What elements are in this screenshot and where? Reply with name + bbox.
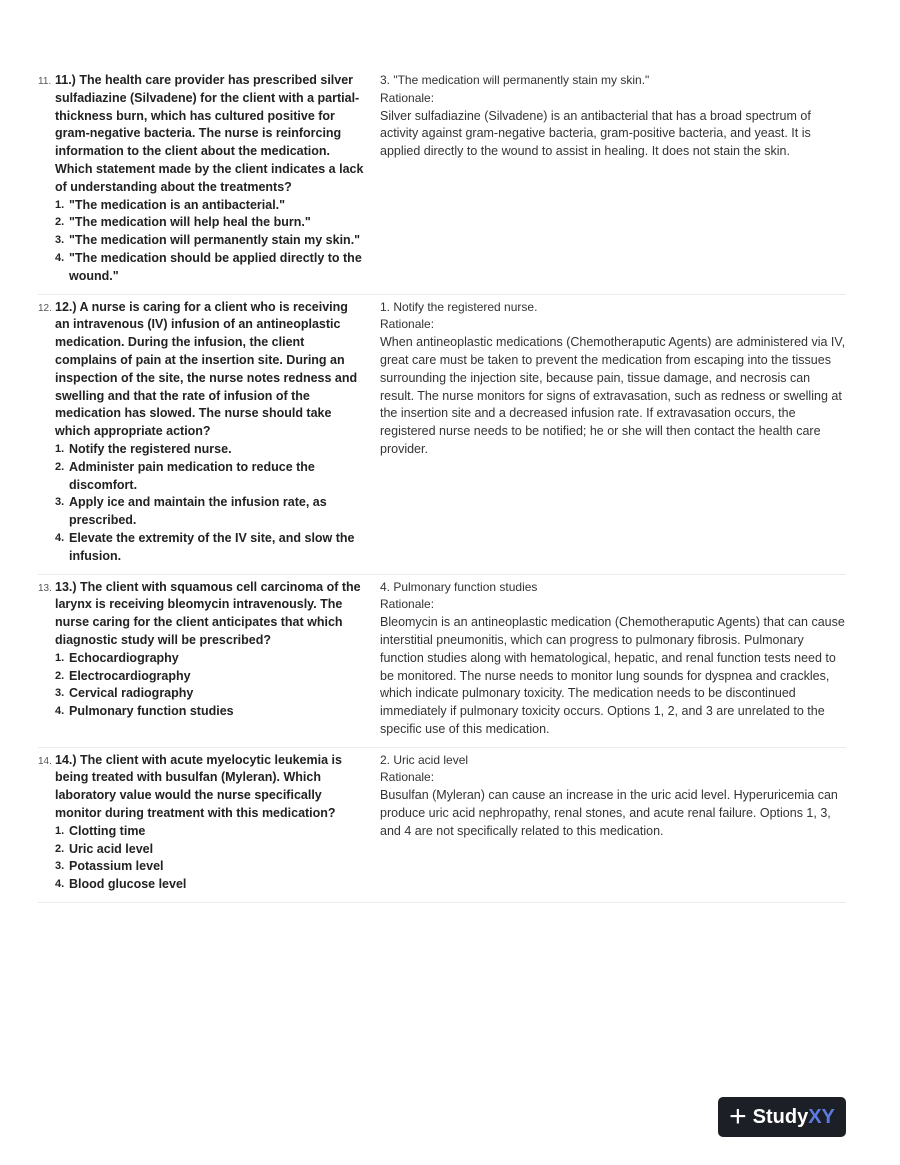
option-number: 4. — [55, 251, 65, 264]
option-text: Cervical radiography — [69, 686, 194, 701]
answer-cell — [380, 579, 846, 739]
question-text: 11.) The health care provider has prescribed silver sulfadiazine (Silvadene) for the client with a partial-thickness burn, which has cultured positive for gram-negative bacteria. The nurse is reinforcing information to the client about the medication. Which statement made by the client indicates a lack of understanding about the treatments? — [55, 73, 364, 194]
option-text: "The medication will help heal the burn." — [69, 215, 311, 230]
option — [55, 197, 364, 215]
question-row — [38, 748, 846, 903]
option-text: "The medication should be applied directly to the wound." — [69, 250, 362, 283]
option-text: Echocardiography — [69, 650, 179, 665]
question-number: 13. — [38, 582, 52, 594]
question-text: 13.) The client with squamous cell carcinoma of the larynx is receiving bleomycin intravenously. The nurse caring for the client anticipates that which diagnostic study will be prescribed? — [55, 579, 361, 647]
question-number: 14. — [38, 755, 52, 767]
logo-text-study: Study — [752, 1105, 809, 1128]
option — [55, 823, 364, 841]
option — [55, 459, 364, 495]
rationale-label: Rationale: — [380, 770, 435, 785]
answer-text: 3. "The medication will permanently stain my skin." — [380, 73, 650, 87]
option-text: Administer pain medication to reduce the discomfort. — [69, 459, 315, 492]
logo-text-xy: XY — [808, 1105, 835, 1128]
option-text: "The medication is an antibacterial." — [69, 197, 286, 212]
question-cell — [38, 72, 380, 286]
option-text: Apply ice and maintain the infusion rate, as prescribed. — [69, 495, 327, 528]
option-number: 3. — [55, 687, 65, 700]
answer-cell — [380, 299, 846, 566]
option — [55, 876, 364, 894]
option-text: Electrocardiography — [69, 668, 191, 683]
option-text: Potassium level — [69, 859, 164, 874]
option-number: 4. — [55, 705, 65, 718]
option-text: Pulmonary function studies — [69, 704, 234, 719]
option-text: Blood glucose level — [69, 877, 187, 892]
option — [55, 214, 364, 232]
option-number: 3. — [55, 860, 65, 873]
plus-icon: + — [729, 1100, 747, 1133]
option — [55, 685, 364, 703]
question-cell — [38, 752, 380, 894]
answer-cell — [380, 752, 846, 894]
option — [55, 650, 364, 668]
option-number: 2. — [55, 216, 65, 229]
logo-text — [753, 1106, 835, 1129]
question-body — [55, 72, 364, 286]
option-text: "The medication will permanently stain my skin." — [69, 233, 361, 248]
answer-cell — [380, 72, 846, 286]
question-row — [38, 295, 846, 575]
option-number: 2. — [55, 460, 65, 473]
rationale-text: Bleomycin is an antineoplastic medication (Chemotheraputic Agents) that can cause interstitial pneumonitis, which can progress to pulmonary fibrosis. Pulmonary function studies along with hematological, hepatic, and renal function tests need to be monitored. The nurse needs to monitor lung sounds for dyspnea and crackles, which indicate pulmonary toxicity. The medication needs to be discontinued immediately if pulmonary toxicity occurs. Options 1, 2, and 3 are unrelated to the specific use of this medication. — [380, 615, 845, 736]
option-number: 3. — [55, 496, 65, 509]
option — [55, 494, 364, 530]
rationale-label: Rationale: — [380, 597, 435, 612]
answer-text: 1. Notify the registered nurse. — [380, 299, 538, 314]
question-row — [38, 575, 846, 748]
rationale-label: Rationale: — [380, 317, 435, 332]
question-text: 12.) A nurse is caring for a client who is receiving an intravenous (IV) infusion of an antineoplastic medication. During the infusion, the client complains of pain at the insertion site. During an inspection of the site, the nurse notes redness and swelling and that the rate of infusion of the medication has slowed. The nurse should take which appropriate action? — [55, 299, 358, 439]
option-number: 1. — [55, 198, 65, 211]
option — [55, 858, 364, 876]
option-text: Uric acid level — [69, 841, 154, 856]
question-body — [55, 579, 364, 739]
option — [55, 703, 364, 721]
question-body — [55, 752, 364, 894]
question-cell — [38, 579, 380, 739]
question-number: 11. — [38, 76, 52, 87]
option-text: Elevate the extremity of the IV site, and slow the infusion. — [69, 530, 355, 563]
rationale-text: When antineoplastic medications (Chemotheraputic Agents) are administered via IV, great care must be taken to prevent the medication from escaping into the tissues surrounding the injection site, because pain, tissue damage, and necrosis can result. The nurse monitors for signs of extravasation, such as redness or swelling at the insertion site and a decreased infusion rate. If extravasation occurs, the registered nurse needs to be notified; he or she will then contact the health care provider. — [380, 335, 846, 456]
option-text: Notify the registered nurse. — [69, 441, 232, 456]
option-number: 2. — [55, 669, 65, 682]
answer-text: 4. Pulmonary function studies — [380, 579, 538, 594]
option-number: 1. — [55, 651, 65, 664]
option — [55, 232, 364, 250]
option-number: 4. — [55, 878, 65, 891]
option — [55, 441, 364, 459]
option — [55, 530, 364, 566]
option — [55, 841, 364, 859]
studyxy-logo[interactable] — [718, 1097, 846, 1137]
option-number: 1. — [55, 442, 65, 455]
option-number: 1. — [55, 824, 65, 837]
answer-text: 2. Uric acid level — [380, 752, 469, 767]
rationale-text: Busulfan (Myleran) can cause an increase in the uric acid level. Hyperuricemia can produce uric acid nephropathy, renal stones, and acute renal failure. Options 1, 3, and 4 are not specifically related to this medication. — [380, 788, 838, 838]
rationale-text: Silver sulfadiazine (Silvadene) is an antibacterial that has a broad spectrum of activity against gram-negative bacteria, gram-positive bacteria, and yeast. It is applied directly to the wound to assist in healing. It does not stain the skin. — [380, 108, 811, 159]
question-text: 14.) The client with acute myelocytic leukemia is being treated with busulfan (Myleran). Which laboratory value would the nurse specifically monitor during treatment with this medication? — [55, 752, 342, 821]
option-number: 3. — [55, 234, 65, 247]
question-table — [38, 68, 846, 903]
option-number: 2. — [55, 842, 65, 855]
question-row — [38, 68, 846, 295]
question-body — [55, 299, 364, 566]
question-cell — [38, 299, 380, 566]
option — [55, 668, 364, 686]
option-text: Clotting time — [69, 823, 146, 838]
question-number: 12. — [38, 302, 52, 314]
rationale-label: Rationale: — [380, 90, 435, 105]
option — [55, 250, 364, 286]
option-number: 4. — [55, 531, 65, 544]
